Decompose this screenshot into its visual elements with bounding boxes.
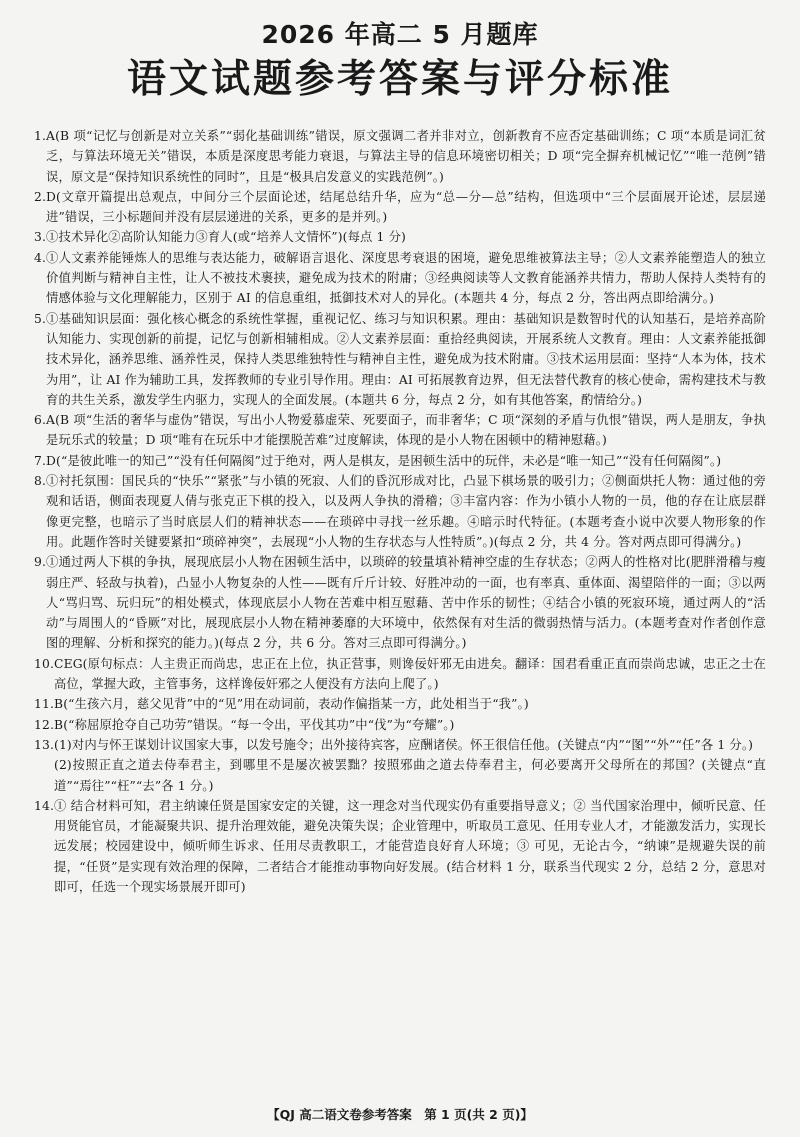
- answer-text: ①衬托氛围：国民兵的“快乐”“紧张”与小镇的死寂、人们的昏沉形成对比，凸显下棋场景的吸引力；②侧面烘托人物：通过他的旁观和话语，侧面表现夏人倩与张克正下棋的投入，以及两人争执的滑稽；③丰富内容：作为小镇小人物的一员，他的存在让底层群像更完整，也暗示了当时底层人们的精神状态——在琐碎中寻找一丝乐趣。④暗示时代特征。(本题考查小说中次要人物形象的作用。此题作答时关键要紧扣“琐碎神突”，去展现“小人物的生存状态与人性特质”。)(每点 2 分，共 4 分。答对两点即可得满分。): [46, 474, 766, 549]
- answer-list: [34, 126, 766, 897]
- answer-text: B(“称屈原抢夺自己功劳”错误。“每一令出，平伐其功”中“伐”为“夸耀”。): [54, 717, 455, 732]
- question-number: 1.: [34, 129, 47, 143]
- answer-text: ①人文素养能锤炼人的思维与表达能力，破解语言退化、深度思考衰退的困境，避免思维被算法主导；②人文素养能塑造人的独立价值判断与精神自主性，让人不被技术裹挟，避免成为技术的附庸；③经典阅读等人文教育能涵养共情力，帮助人保持人类特有的情感体验与文化理解能力，区别于 AI 的信息重组，抵御技术对人的异化。(本题共 4 分，每点 2 分，答出两点即给满分。): [46, 250, 766, 306]
- question-number: 11.: [34, 697, 55, 712]
- question-number: 3.: [34, 230, 47, 245]
- question-number: 8.: [34, 474, 47, 489]
- question-number: 12.: [34, 717, 55, 732]
- question-number: 5.: [34, 311, 47, 326]
- answer-text: B(“生孩六月，慈父见背”中的“见”用在动词前，表动作偏指某一方，此处相当于“我”。): [54, 697, 529, 712]
- answer-text: ①通过两人下棋的争执，展现底层小人物在困顿生活中，以琐碎的较量填补精神空虚的生存状态；②两人的性格对比(肥胖滑稽与瘦弱庄严、轻敌与执着)，凸显小人物复杂的人性——既有斤斤计较、好胜冲动的一面，也有率真、重体面、渴望陪伴的一面；③以两人“骂归骂、玩归玩”的相处模式，体现底层小人物在苦难中相互慰藉、苦中作乐的韧性；④结合小镇的死寂环境，通过两人的“活动”与周围人的“昏厥”对比，展现底层小人物在精神萎靡的大环境中，依然保有对生活的微弱热情与活力。(本题考查对作者创作意图的理解、分析和探究的能力。)(每点 2 分，共 6 分。答对三点即可得满分。): [46, 555, 766, 651]
- answer-item: [34, 227, 766, 247]
- answer-text: D(“是彼此唯一的知己”“没有任何隔阂”过于绝对，两人是棋友，是困顿生活中的玩伴，未必是“唯一知己”“没有任何隔阂”。): [46, 453, 722, 468]
- exam-subtitle: 2026 年高二 5 月题库: [261, 20, 539, 49]
- answer-item: [34, 796, 766, 897]
- question-number: 14.: [34, 798, 55, 813]
- answer-item: [34, 187, 766, 228]
- answer-item: [34, 654, 766, 695]
- answer-item: [34, 248, 766, 309]
- answer-text: A(B 项“记忆与创新是对立关系”“弱化基础训练”错误，原文强调二者并非对立，创新教育不应否定基础训练；C 项“本质是词汇贫乏，与算法环境无关”错误，本质是深度思考能力衰退，与算法主导的信息环境密切相关；D 项“完全摒弃机械记忆”“唯一范例”错误，原文是“保持知识系统性的同时”，且是“极具启发意义的实践范例”。): [46, 129, 766, 184]
- question-number: 13.: [34, 737, 55, 752]
- answer-item: [34, 735, 766, 755]
- answer-item: [34, 471, 766, 552]
- answer-item: [34, 715, 766, 735]
- answer-text: CEG(原句标点：人主贵正而尚忠，忠正在上位，执正营事，则谗佞奸邪无由进矣。翻译：国君看重正直而崇尚忠诚，忠正之士在高位，掌握大政，主管事务，这样谗佞奸邪之人便没有方法向上爬了。): [54, 656, 766, 692]
- answer-item: [34, 451, 766, 471]
- answer-text: (1)对内与怀王谋划计议国家大事，以发号施令；出外接待宾客，应酬诸侯。怀王很信任他。(关键点“内”“图”“外”“任”各 1 分。): [54, 737, 754, 752]
- document-title: 语文试题参考答案与评分标准: [126, 57, 673, 102]
- answer-text: A(B 项“生活的奢华与虚伪”错误，写出小人物爱慕虚荣、死要面子，而非奢华；C 项“深刻的矛盾与仇恨”错误，两人是朋友，争执是玩乐式的较量；D 项“唯有在玩乐中才能摆脱苦难”过度解读，体现的是小人物在困顿中的精神慰藉。): [46, 413, 766, 448]
- question-number: 10.: [34, 656, 55, 671]
- answer-text: ①基础知识层面：强化核心概念的系统性掌握，重视记忆、练习与知识积累。理由：基础知识是数智时代的认知基石，是培养高阶认知能力、实现创新的前提，记忆与创新相辅相成。②人文素养层面：重拾经典阅读，开展系统人文教育。理由：人文素养能抵御技术异化，涵养思维、涵养性灵，保持人类思维独特性与精神自主性，避免成为技术附庸。③技术运用层面：坚持“人本为体，技术为用”，让 AI 作为辅助工具，发挥教师的专业引导作用。理由：AI 可拓展教育边界，但无法替代教育的核心使命，需构建技术与教育的共生关系，激发学生内驱力，实现人的全面发展。(本题共 6 分，每点 2 分，如有其他答案，酌情给分。): [46, 311, 766, 407]
- question-number: 9.: [34, 555, 47, 570]
- answer-item: [34, 694, 766, 714]
- answer-text: D(文章开篇提出总观点，中间分三个层面论述，结尾总结升华，应为“总—分—总”结构，但选项中“三个层面展开论述，层层递进”错误，三小标题间并没有层层递进的关系，更多的是并列。): [46, 189, 766, 225]
- question-number: 7.: [34, 453, 47, 468]
- answer-item: [34, 410, 766, 451]
- answer-item: [34, 309, 766, 410]
- answer-item: [34, 552, 766, 653]
- question-number: 4.: [34, 250, 47, 265]
- page-footer: 【QJ 高二语文卷参考答案 第 1 页(共 2 页)】: [267, 1107, 533, 1122]
- question-number: 6.: [34, 413, 47, 428]
- question-number: 2.: [34, 189, 47, 204]
- answer-text: ① 结合材料可知，君主纳谏任贤是国家安定的关键，这一理念对当代现实仍有重要指导意义；② 当代国家治理中，倾听民意、任用贤能官员，才能凝聚共识、提升治理效能，避免决策失误；企业管理中，听取员工意见、任用专业人才，才能激发活力，实现长远发展；校园建设中，倾听师生诉求、任用尽责教职工，才能营造良好育人环境；③ 可见，无论古今，“纳谏”是规避失误的前提，“任贤”是实现有效治理的保障，二者结合才能推动事物向好发展。(结合材料 1 分，联系当代现实 2 分，总结 2 分，意思对即可，任选一个现实场景展开即可): [54, 798, 766, 894]
- answer-text: ①技术异化②高阶认知能力③育人(或“培养人文情怀”)(每点 1 分): [46, 230, 406, 245]
- answer-item: [34, 126, 766, 187]
- answer-subitem: (2)按照正直之道去侍奉君主，到哪里不是屡次被罢黜？按照邪曲之道去侍奉君主，何必要离开父母所在的邦国？(关键点“直道”“焉往”“枉”“去”各 1 分。): [54, 758, 766, 793]
